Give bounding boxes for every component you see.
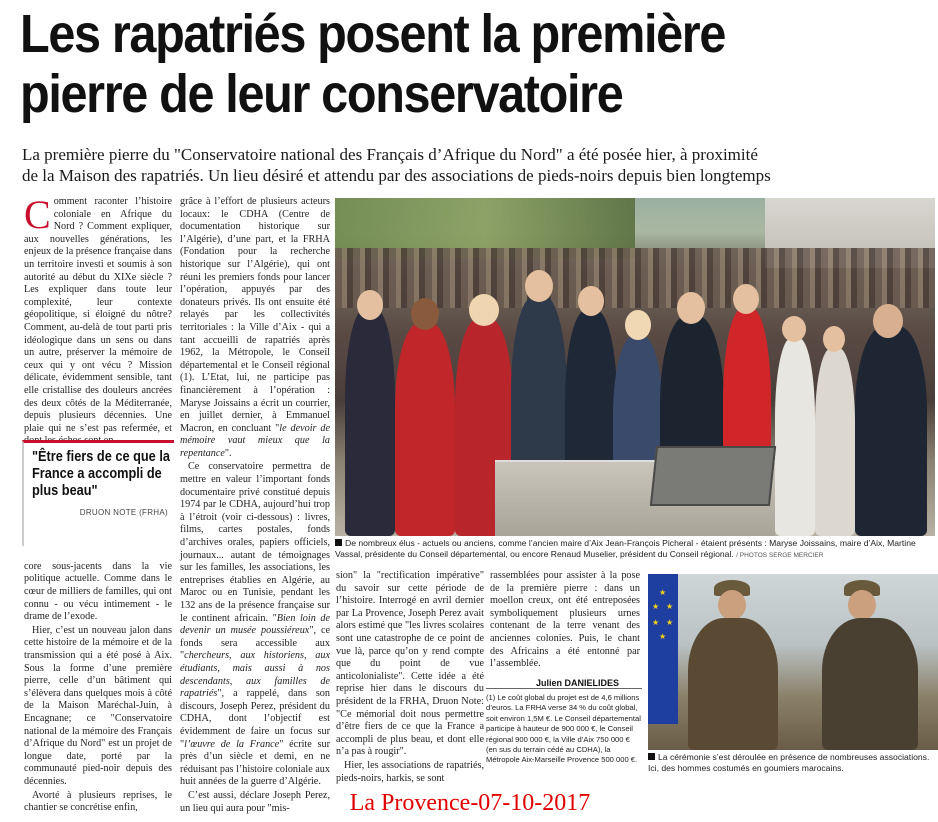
body-text: " écrite sur près d’un siècle et demi, en ne réduisant pas l’histoire coloniale aux huit années de la guerre d’Algérie. [180, 738, 331, 788]
photo-person [345, 308, 395, 536]
body-text: Ce conservatoire permettra de mettre en valeur l’important fonds documentaire privé constitué depuis 1974 par le CDHA, aujourd’hui trop à l’étroit (voir ci-dessous) : livres, films, cartes postales, fonds d’archives orales, papiers officiels, journaux... autant de témoignages sur les familles, les associations, les entreprises établies en Algérie, au Maroc ou en Tunisie, pendant les 132 ans de la présence française sur le continent africain. " [180, 461, 330, 624]
body-column-3 [336, 570, 484, 784]
body-paragraph [180, 196, 330, 460]
caption-text: De nombreux élus - actuels ou anciens, comme l’ancien maire d’Aix Jean-François Picheral - étaient présents : Maryse Joissains, maire d’Aix, Martine Vassal, présidente du Conseil départemental, ou encore Renaud Muselier, président du Conseil régional. [335, 538, 916, 559]
body-column-4 [490, 570, 640, 690]
body-quote: le devoir de mémoire vaut mieux que la repentance [180, 422, 330, 459]
photo-person-head [411, 298, 439, 330]
photo-person [775, 338, 815, 536]
photo-credit: / PHOTOS SERGE MERCIER [736, 551, 824, 559]
body-paragraph: sion" la "rectification impérative" du savoir sur cette période de l’histoire. Interrogé en avril dernier par La Provence, Joseph Perez avait alors estimé que "les livres scolaires sont une catastrophe de ce point de vue là, parce qu’on y rend compte que du point de vue anticolonialiste". Cette idée a été reprise hier dans le discours du président de la FRHA, Druon Note: "Ce mémorial doit nous permettre d’être fiers de ce que la France a accompli de plus beau, et dont elle n’a pas à rougir". [336, 570, 484, 758]
body-paragraph: Avorté à plusieurs reprises, le chantier se concrétise enfin, [24, 789, 172, 814]
cost-note: (1) Le coût global du projet est de 4,6 millions d’euros. La FRHA verse 34 % du coût global, soit environ 1,5M €. Le Conseil départemental participe à hauteur de 900 000 €, le Conseil régional 900 000 €, la Ville d’Aix 750 000 € (en sus du terrain cédé au CDHA), la Métropole Aix-Marseille Provence 500 000 €. [486, 688, 642, 780]
body-paragraph [24, 192, 172, 448]
article-headline [20, 4, 830, 124]
photo-person-head [823, 326, 845, 352]
photo-person-head [873, 304, 903, 338]
photo-person-head [733, 284, 759, 314]
goumier-head [848, 590, 876, 620]
photo-person-head [469, 294, 499, 326]
flag-star-icon: ★ [659, 588, 667, 597]
photo-person-head [525, 270, 553, 302]
flag-star-icon: ★ [666, 618, 674, 627]
photo-person-head [578, 286, 604, 316]
main-photo-caption [335, 538, 935, 568]
pull-quote-author: DRUON NOTE (FRHA) [79, 508, 168, 517]
photo-person [395, 323, 455, 536]
body-column-2 [180, 196, 331, 814]
flag-star-icon: ★ [652, 618, 660, 627]
headline-line-1: Les rapatriés posent la première [20, 4, 726, 64]
body-text: omment raconter l’histoire coloniale en Afrique du Nord ? Comment expliquer, aux nouvelles générations, les enjeux de la présence française dans un territoire investi et soumis à son autorité au début du XIXe siècle ? Les expliquer dans toute leur complexité, leur contexte géopolitique, si éloigné du nôtre? Comment, au-delà de tout parti pris idéologique dans un sens ou dans un autre, préserver la mémoire de ceux qui y ont vécu ? Mission délicate, évidemment sensible, tant elle cristallise des douleurs ancrées des deux côtés de la Méditerranée, depuis plusieurs décennies. Une plaie qui ne s’est pas refermée, et dont les échos sont en [24, 196, 172, 447]
ceremony-photo [335, 198, 935, 536]
standfirst-line-1: La première pierre du "Conservatoire national des Français d’Afrique du Nord" a été posée hier, à proximité [22, 145, 758, 164]
goumiers-photo [648, 574, 938, 750]
pull-quote-text: "Être fiers de ce que la France a accompli de plus beau" [32, 449, 170, 499]
photo-person-head [625, 310, 651, 340]
photo-person [815, 348, 855, 536]
body-quote: chercheurs, aux historiens, aux étudiants, mais aussi à nos descendants, aux familles de rapatriés [180, 650, 330, 700]
body-text: grâce à l’effort de plusieurs acteurs locaux: le CDHA (Centre de documentation historique sur l’Algérie), d’une part, et la FRHA (Fondation pour la recherche historique sur l’Algérie), qui ont réuni les premiers fonds pour lancer l’opération, appuyés par des donateurs privés. Ils ont ensuite été relayés par les collectivités territoriales : la Ville d’Aix - qui a tant accueilli de rapatriés après 1962, la Métropole, le Conseil départemental et le Conseil régional (1). L’Etat, lui, ne participe pas financièrement à l’opération : Maryse Joissains a écrit un courrier, en juillet dernier, à Emmanuel Macron, en concluant " [180, 196, 330, 434]
goumier-figure [822, 618, 918, 750]
drop-cap: C [24, 192, 51, 237]
body-quote: Bien loin de devenir un musée poussiéreux [180, 612, 330, 637]
standfirst-line-2: de la Maison des rapatriés. Un lieu désiré et attendu par des associations de pieds-noirs depuis bien longtemps [22, 166, 771, 185]
caption-text: La cérémonie s’est déroulée en présence de nombreuses associations. Ici, des hommes costumés en goumiers marocains. [648, 752, 930, 773]
caption-marker-icon [335, 539, 342, 546]
mortar-trough [650, 446, 776, 506]
headline-line-2: pierre de leur conservatoire [20, 64, 623, 124]
source-date-label: La Provence-07-10-2017 [349, 790, 591, 816]
article-standfirst [22, 144, 922, 186]
pull-quote [22, 440, 174, 546]
body-paragraph: rassemblées pour assister à la pose de la première pierre : dans un moellon creux, ont été entreposées symboliquement plusieurs urnes contenant de la terre venant des anciennes colonies. Puis, le chant des Africains a été entonné par l’assemblée. [490, 570, 640, 670]
body-paragraph: Hier, c’est un nouveau jalon dans cette histoire de la mémoire et de la transmission qui a été posé à Aix. Sous la forme d’une première pierre, celle d’un bâtiment qui s’élèvera dans quelques mois à côté de la Maison Maréchal-Juin, à Encagnane; ce "Conservatoire national de la mémoire des Français d’Afrique du Nord" est un projet de longue date, porté par la communauté pied-noir depuis des décennies. [24, 624, 172, 787]
photo-person [855, 326, 927, 536]
body-paragraph: Hier, les associations de rapatriés, pieds-noirs, harkis, se sont [336, 759, 484, 784]
author-byline: Julien DANIELIDES [536, 678, 620, 688]
flag-star-icon: ★ [659, 632, 667, 641]
body-text: ". [224, 447, 232, 459]
eu-flag [648, 574, 678, 724]
body-text: ", a rappelé, dans son discours, Joseph Perez, président du CDHA, dont l’objectif est évidemment de faire un focus sur " [180, 688, 330, 750]
flag-star-icon: ★ [652, 602, 660, 611]
body-paragraph: core sous-jacents dans la vie politique actuelle. Comme dans le cœur de milliers de familles, qui ont connu - ou vécu intimement - le drame de l’exode. [24, 560, 172, 623]
body-quote: l’œuvre de la France [184, 738, 280, 750]
photo-person-head [677, 292, 705, 324]
body-paragraph [180, 461, 330, 788]
small-photo-caption [648, 752, 938, 782]
caption-marker-icon [648, 753, 655, 760]
photo-person-head [357, 290, 383, 320]
body-paragraph: C’est aussi, déclare Joseph Perez, un lieu qui aura pour "mis- [180, 789, 330, 814]
photo-person-head [782, 316, 806, 342]
body-text: ", ce fonds sera accessible aux " [180, 625, 331, 662]
flag-star-icon: ★ [666, 602, 674, 611]
goumier-head [718, 590, 746, 620]
goumier-figure [688, 618, 778, 750]
